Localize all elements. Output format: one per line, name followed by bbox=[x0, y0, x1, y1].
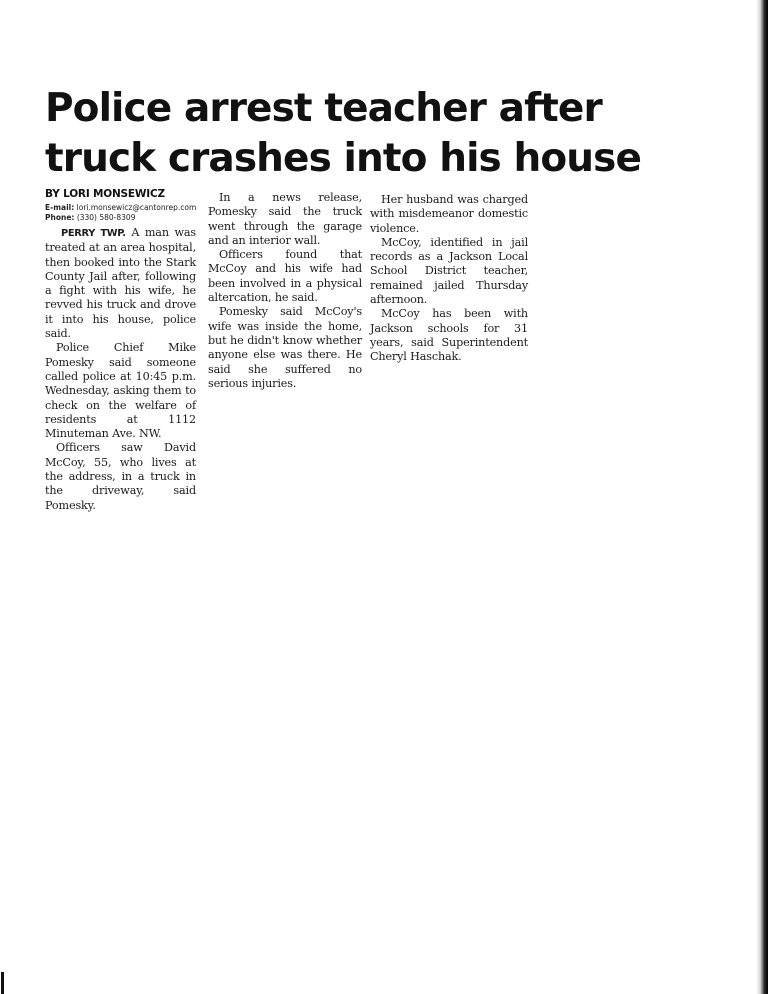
paragraph: McCoy, identified in jail records as a Jackson Local School District teacher, remained jailed Thursday afternoon. bbox=[370, 235, 528, 307]
scan-edge-mark bbox=[1, 972, 4, 994]
paragraph: In a news release, Pomesky said the truck went through the garage and an interior wall. bbox=[208, 191, 362, 247]
paragraph bbox=[45, 226, 196, 341]
paragraph-text: A man was treated at an area hospital, then booked into the Stark County Jail after, following a fight with his wife, he revved his truck and drove it into his house, police said. bbox=[45, 226, 196, 341]
article-column-1 bbox=[45, 226, 196, 513]
email-value: lori.monsewicz@cantonrep.com bbox=[76, 203, 197, 212]
article-headline bbox=[45, 84, 642, 184]
dateline: PERRY TWP. bbox=[61, 228, 126, 239]
headline-line-1: Police arrest teacher after bbox=[45, 86, 602, 131]
scan-edge-shadow bbox=[756, 0, 768, 994]
phone-value: (330) 580-8309 bbox=[76, 212, 136, 222]
email-label: E-mail: bbox=[45, 203, 75, 212]
phone-label: Phone: bbox=[45, 212, 75, 222]
paragraph: Her husband was charged with misdemeanor domestic violence. bbox=[370, 193, 528, 235]
headline-line-2: truck crashes into his house bbox=[45, 136, 642, 181]
phone-line bbox=[45, 213, 196, 223]
byline: BY LORI MONSEWICZ bbox=[45, 188, 165, 200]
article-column-2 bbox=[208, 191, 362, 391]
paragraph: McCoy has been with Jackson schools for 31 years, said Superintendent Cheryl Haschak. bbox=[370, 307, 528, 364]
email-line bbox=[45, 203, 196, 213]
paragraph: Officers found that McCoy and his wife had been involved in a physical altercation, he said. bbox=[208, 248, 362, 305]
paragraph: Police Chief Mike Pomesky said someone called police at 10:45 p.m. Wednesday, asking them to check on the welfare of residents at 1112 Minuteman Ave. NW. bbox=[45, 341, 196, 441]
article-column-3 bbox=[370, 193, 528, 365]
paragraph: Pomesky said McCoy's wife was inside the home, but he didn't know whether anyone else was there. He said she suffered no serious injuries. bbox=[208, 305, 362, 390]
paragraph: Officers saw David McCoy, 55, who lives at the address, in a truck in the driveway, said Pomesky. bbox=[45, 441, 196, 512]
author-contact bbox=[45, 203, 196, 222]
